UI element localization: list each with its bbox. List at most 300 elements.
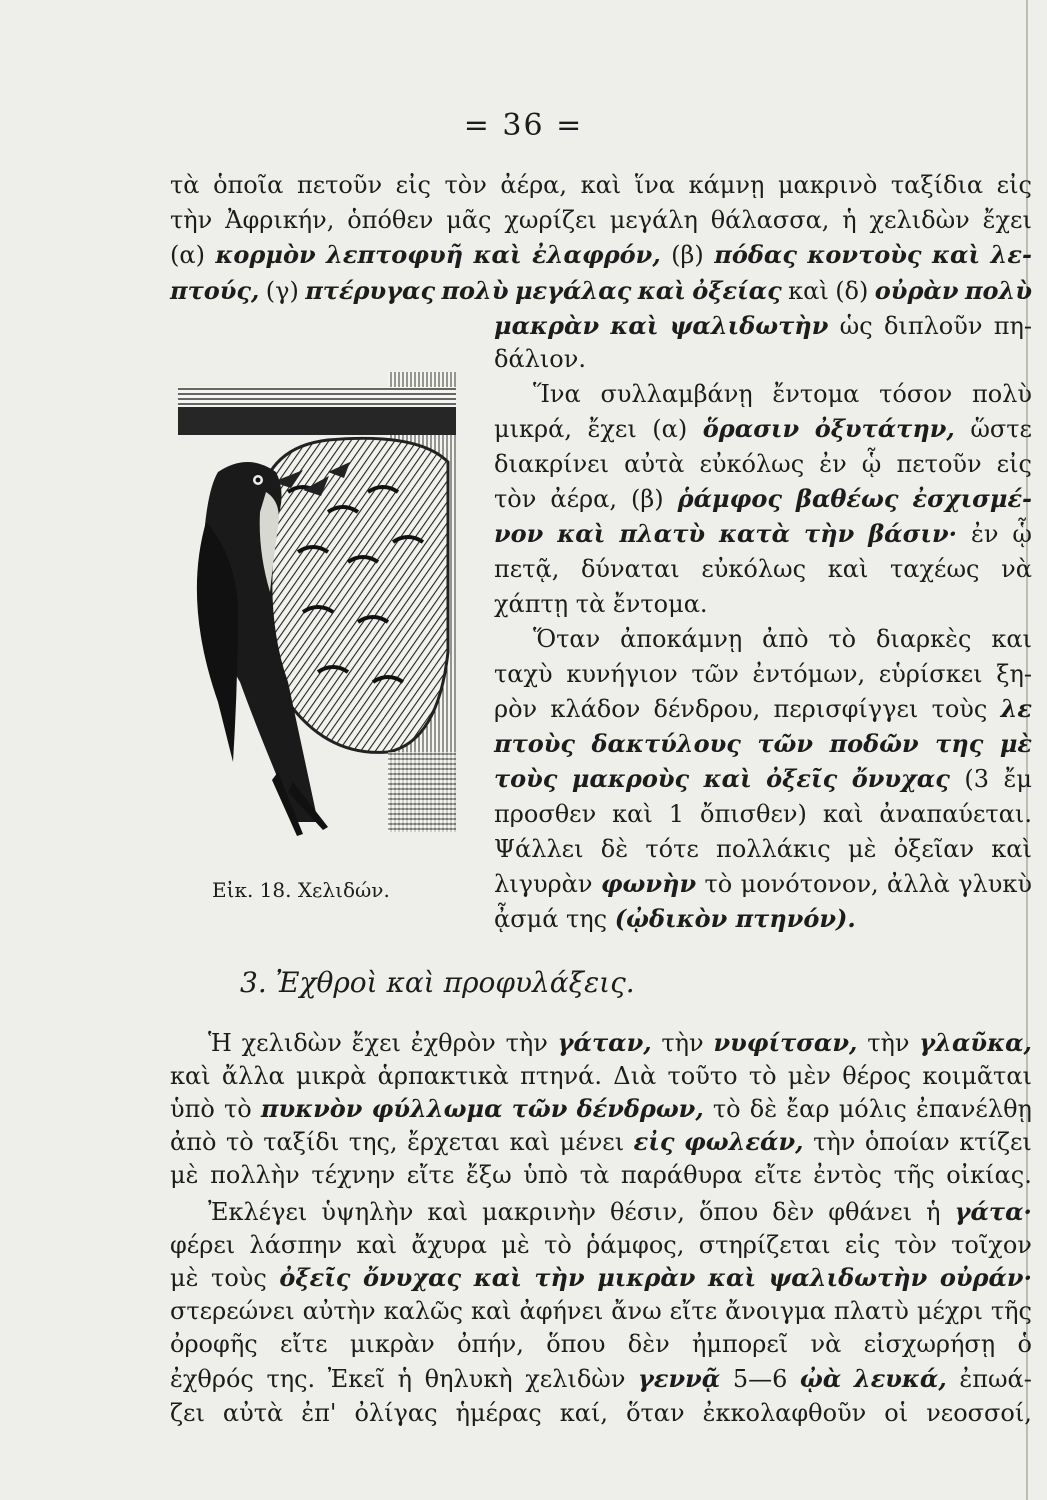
text-line xyxy=(170,1230,1032,1260)
word: ἔμ xyxy=(1003,765,1032,793)
word: τὸ xyxy=(225,1128,254,1156)
word: ἐλαφρόν, xyxy=(532,240,661,269)
text-line xyxy=(494,311,1032,341)
word: ψαλιδωτὴν xyxy=(768,1263,928,1292)
word: εὐκόλως xyxy=(699,450,805,478)
word: (α) xyxy=(170,241,205,269)
text-line xyxy=(494,589,708,619)
word: τὸ xyxy=(224,1095,252,1123)
word: ἡ xyxy=(926,1198,941,1226)
word: πτούς, xyxy=(170,276,260,305)
word: καὶ xyxy=(473,240,522,269)
text-line xyxy=(494,344,586,374)
word: ἄλλα xyxy=(221,1062,285,1090)
word: περισφίγγει xyxy=(773,695,919,723)
word: ἀπὸ xyxy=(170,1128,217,1156)
word: τὸ xyxy=(828,625,857,653)
word: εἴτε xyxy=(406,1161,455,1189)
word: μᾶς xyxy=(446,206,492,234)
word: τὴν xyxy=(867,1029,910,1057)
text-line xyxy=(208,1197,1032,1227)
word: πολὺ xyxy=(441,276,509,305)
word: πολλάκις xyxy=(716,835,831,863)
word: τὰ xyxy=(170,171,200,199)
word: φύλλωμα xyxy=(371,1094,503,1123)
word: κοιμᾶται xyxy=(922,1062,1032,1090)
text-line xyxy=(170,1094,1032,1124)
text-line xyxy=(494,694,1032,724)
word: πολλὴν xyxy=(210,1161,300,1189)
word: οὐράν· xyxy=(939,1263,1032,1292)
word: (β) xyxy=(671,241,704,269)
word: δὲ xyxy=(749,1095,778,1123)
word: κοντοὺς xyxy=(807,240,922,269)
word: της. xyxy=(266,1365,316,1393)
word: λάσπην xyxy=(249,1231,343,1259)
word: μακρὰν xyxy=(494,311,600,340)
text-line xyxy=(170,1127,1032,1157)
word: τότε xyxy=(645,835,699,863)
word: πετοῦν xyxy=(296,171,383,199)
word: θηλυκὴ xyxy=(424,1365,513,1393)
word: φωνὴν xyxy=(600,869,697,898)
word: εὐκόλως xyxy=(701,555,807,583)
word: ὀξεῖς xyxy=(766,764,838,793)
word: τῶν xyxy=(511,1094,568,1123)
word: ὑπὸ xyxy=(523,1161,569,1189)
word: καὶ xyxy=(708,1263,757,1292)
word: δὲ xyxy=(600,835,629,863)
word: εἰσχωρήσῃ xyxy=(863,1330,996,1358)
word: τὴν xyxy=(661,1029,704,1057)
word: κάμνῃ xyxy=(688,171,765,199)
word: εἰς xyxy=(395,171,431,199)
word: ἐπωά- xyxy=(959,1365,1032,1393)
word: δένδρου, xyxy=(653,695,761,723)
word: νυφίτσαν, xyxy=(713,1028,858,1057)
word: ἀναπαύεται. xyxy=(879,800,1032,828)
word: ὀπήν, xyxy=(457,1330,524,1358)
text-line xyxy=(494,799,1032,829)
word: καὶ xyxy=(580,171,622,199)
word: ταχὺ xyxy=(494,660,553,688)
text-line xyxy=(170,1329,1032,1359)
word: λεπτοφυῆ xyxy=(326,240,464,269)
text-line xyxy=(170,170,1032,200)
text-line xyxy=(170,276,1032,306)
word: δύναται xyxy=(580,555,680,583)
word: τὴν xyxy=(813,1128,856,1156)
swallow-nest-figure xyxy=(178,352,458,842)
word: αὐτὴν xyxy=(302,1297,376,1325)
word: κτίζει xyxy=(959,1128,1032,1156)
word: ὁποίαν xyxy=(864,1128,950,1156)
word: εἰς xyxy=(844,1231,881,1259)
word: λε xyxy=(1000,694,1032,723)
text-run: χάπτῃ τὰ ἔντομα. xyxy=(494,590,708,618)
text-line xyxy=(494,904,856,934)
word: (γ) xyxy=(265,277,299,305)
word: ὄπισθεν) xyxy=(700,800,807,828)
word: θέρος xyxy=(842,1062,912,1090)
word: τῆς xyxy=(893,1161,935,1189)
word: ἐχθρὸν xyxy=(410,1029,496,1057)
word: στερεώνει xyxy=(170,1297,295,1325)
word: τοὺς xyxy=(494,764,558,793)
word: καὶ xyxy=(557,519,606,548)
word: συλλαμβάνῃ xyxy=(600,380,753,408)
word: παράθυρα xyxy=(620,1161,743,1189)
word: γλαῦκα, xyxy=(919,1028,1032,1057)
word: ἀέρα, xyxy=(500,171,568,199)
word: τὴν xyxy=(804,519,855,548)
word: ζει xyxy=(170,1399,205,1427)
word: θάλασσα, xyxy=(710,206,830,234)
word: ὀξυτάτην, xyxy=(814,414,955,443)
word: πλατὺ xyxy=(833,1297,909,1325)
word: χελιδὼν xyxy=(241,1029,342,1057)
word: ὑπὸ xyxy=(170,1095,215,1123)
word: πτηνά. xyxy=(520,1062,602,1090)
text-line xyxy=(533,624,1032,654)
word: πολὺ xyxy=(964,276,1032,305)
word: γεννᾷ xyxy=(638,1364,721,1393)
word: οἱ xyxy=(884,1399,909,1427)
word: ὀξεῖς xyxy=(279,1263,351,1292)
word: τὸ xyxy=(748,1062,777,1090)
word: πόδας xyxy=(714,240,797,269)
word: πτοὺς xyxy=(494,729,575,758)
text-line xyxy=(170,1296,1032,1326)
word: ὄνυχας xyxy=(362,1263,462,1292)
word: πη- xyxy=(993,312,1032,340)
word: Ἵνα xyxy=(533,380,581,408)
word: μὲ xyxy=(848,835,877,863)
word: ἡμέρας xyxy=(455,1399,542,1427)
word: τῆς xyxy=(990,1297,1032,1325)
text-line xyxy=(494,554,1032,584)
word: χελιδὼν xyxy=(869,206,970,234)
word: καὶ xyxy=(170,1062,211,1090)
word: (α) xyxy=(652,415,688,443)
word: τὸ xyxy=(712,1095,741,1123)
word: ἔρχεται xyxy=(407,1128,500,1156)
word: μακροὺς xyxy=(571,764,690,793)
word: πολὺ xyxy=(971,380,1032,408)
word: ἄνω xyxy=(611,1297,662,1325)
word: μεγάλη xyxy=(609,206,698,234)
text-line xyxy=(170,240,1032,270)
word: καὶ xyxy=(637,276,686,305)
word: μικρά, xyxy=(494,415,572,443)
word: τοὺς xyxy=(211,1264,267,1292)
word: (δ) xyxy=(835,277,869,305)
word: δακτύλους xyxy=(591,729,741,758)
word: ἀλλὰ xyxy=(887,870,950,898)
word: μικρὰν xyxy=(597,1263,696,1292)
word: τῶν xyxy=(691,660,739,688)
text-run: (ᾠδικὸν πτηνόν). xyxy=(614,904,856,933)
word: ὅπου xyxy=(698,1198,759,1226)
word: τῶν xyxy=(757,729,814,758)
word: πετᾷ, xyxy=(494,555,560,583)
word: τέχνην xyxy=(311,1161,396,1189)
word: ἔχει xyxy=(351,1029,401,1057)
word: λευκά, xyxy=(853,1364,947,1393)
word: ξη- xyxy=(996,660,1032,688)
word: νὰ xyxy=(810,1330,842,1358)
word: νεοσσοί, xyxy=(926,1399,1032,1427)
word: βαθέως xyxy=(796,484,899,513)
word: ἄνοιγμα xyxy=(725,1297,826,1325)
word: καὶ xyxy=(788,277,829,305)
word: δένδρων, xyxy=(576,1094,704,1123)
word: ὅρασιν xyxy=(702,414,800,443)
word: της, xyxy=(348,1128,398,1156)
text-line xyxy=(494,659,1032,689)
text-run: ᾆσμά της xyxy=(494,905,615,933)
section-heading: 3. Ἐχθροὶ καὶ προφυλάξεις. xyxy=(240,966,635,999)
word: ἔχει xyxy=(982,206,1032,234)
word: (3 xyxy=(964,765,989,793)
word: μικρὰ xyxy=(296,1062,367,1090)
word: καί, xyxy=(559,1399,609,1427)
word: χελιδὼν xyxy=(525,1365,626,1393)
word: μὲ xyxy=(170,1264,199,1292)
word: ἐπ' xyxy=(301,1399,337,1427)
word: γλυκὺ xyxy=(958,870,1032,898)
word: ᾧ xyxy=(861,450,882,478)
word: κορμὸν xyxy=(215,240,316,269)
word: Ἐκεῖ xyxy=(327,1365,386,1393)
word: ἐν xyxy=(970,520,999,548)
word: προσθεν xyxy=(494,800,597,828)
word: αὐτὰ xyxy=(222,1399,284,1427)
word: κλάδον xyxy=(550,695,641,723)
word: ἠμπορεῖ xyxy=(692,1330,789,1358)
word: μόλις xyxy=(838,1095,907,1123)
word: ἐχθρός xyxy=(170,1365,254,1393)
word: δὲν xyxy=(772,1198,815,1226)
text-line xyxy=(494,764,1032,794)
word: και xyxy=(991,625,1032,653)
word: ὀξεῖαν xyxy=(893,835,975,863)
word: διαρκὲς xyxy=(875,625,972,653)
word: τὴν xyxy=(534,1263,585,1292)
word: εἴτε xyxy=(279,1330,328,1358)
word: ἡ xyxy=(842,206,857,234)
word: ὄνυχας xyxy=(851,764,950,793)
word: ἔχει xyxy=(587,415,637,443)
word: καὶ xyxy=(473,1263,522,1292)
word: ὑψηλὴν xyxy=(321,1198,414,1226)
word: οὐρὰν xyxy=(874,276,959,305)
word: ἐντόμων, xyxy=(752,660,866,688)
word: καὶ xyxy=(470,1297,512,1325)
word: Ἡ xyxy=(208,1029,232,1057)
text-line xyxy=(208,1028,1032,1058)
text-line xyxy=(533,379,1032,409)
word: ταχέως xyxy=(890,555,980,583)
word: ἐπανέλθῃ xyxy=(915,1095,1032,1123)
figure-caption: Εἰκ. 18. Χελιδών. xyxy=(212,878,390,902)
word: ᾧ xyxy=(1012,520,1032,548)
word: καὶ xyxy=(991,835,1032,863)
word: εἴτε xyxy=(754,1161,802,1189)
word: μακρινὴν xyxy=(482,1198,596,1226)
text-line xyxy=(170,1160,1032,1190)
word: ὅπου xyxy=(546,1330,606,1358)
word: πετοῦν xyxy=(896,450,982,478)
word: ἐκκολαφθοῦν xyxy=(702,1399,867,1427)
word: πυκνὸν xyxy=(260,1094,363,1123)
word: μὲ xyxy=(170,1161,199,1189)
word: ἁρπακτικὰ xyxy=(377,1062,509,1090)
word: στηρίζεται xyxy=(698,1231,831,1259)
word: ἔαρ xyxy=(786,1095,830,1123)
word: Ἀφρικήν, xyxy=(225,206,335,234)
word: μὲ xyxy=(999,729,1032,758)
word: διακρίνει xyxy=(494,450,610,478)
word: νον xyxy=(494,519,544,548)
word: πλατὺ xyxy=(619,519,705,548)
text-line xyxy=(170,1398,1032,1428)
word: ὁπόθεν xyxy=(347,206,434,234)
word: τὴν xyxy=(505,1029,548,1057)
word: οἰκίας. xyxy=(946,1161,1032,1189)
word: τὸν xyxy=(494,485,537,513)
swallow-nest-icon xyxy=(178,352,458,842)
word: Ψάλλει xyxy=(494,835,584,863)
word: φθάνει xyxy=(828,1198,913,1226)
word: τὴν xyxy=(170,206,213,234)
word: δὲν xyxy=(627,1330,670,1358)
word: βάσιν· xyxy=(868,519,957,548)
word: καὶ xyxy=(509,1128,551,1156)
word: ὅταν xyxy=(626,1399,685,1427)
word: μένει xyxy=(559,1128,625,1156)
text-line xyxy=(494,869,1032,899)
word: καὶ xyxy=(703,764,752,793)
word: μεγάλας xyxy=(514,276,632,305)
word: ῥάμφος xyxy=(677,484,782,513)
word: ὡς xyxy=(839,312,873,340)
word: ἀέρα, xyxy=(550,485,617,513)
word: καὶ xyxy=(356,1231,397,1259)
word: καὶ xyxy=(827,555,869,583)
word: καὶ xyxy=(427,1198,468,1226)
word: εἰς xyxy=(996,171,1032,199)
word: καὶ xyxy=(610,311,659,340)
word: ρὸν xyxy=(494,695,538,723)
word: νὰ xyxy=(1001,555,1032,583)
word: ταξίδι xyxy=(263,1128,340,1156)
word: ἐντὸς xyxy=(813,1161,882,1189)
word: θέσιν, xyxy=(609,1198,685,1226)
text-line xyxy=(170,205,1032,235)
word: μέχρι xyxy=(916,1297,983,1325)
text-line xyxy=(494,449,1032,479)
word: μικρὰν xyxy=(349,1330,435,1358)
word: ἐσχισμέ- xyxy=(912,484,1032,513)
word: ὁ xyxy=(1017,1330,1032,1358)
word: κατὰ xyxy=(718,519,791,548)
word: ὁποῖα xyxy=(213,171,284,199)
word: τὸ xyxy=(544,1231,572,1259)
word: εἰς xyxy=(996,450,1032,478)
word: τοῦτο xyxy=(667,1062,738,1090)
text-line xyxy=(494,729,1032,759)
text-line xyxy=(170,1061,1032,1091)
word: τοὺς xyxy=(931,695,988,723)
word: ἡ xyxy=(397,1365,413,1393)
word: ὀλίγας xyxy=(354,1399,438,1427)
word: μονότονον, xyxy=(740,870,879,898)
word: 5—6 xyxy=(732,1365,788,1393)
word: ἔξω xyxy=(465,1161,512,1189)
word: ῥάμφος, xyxy=(586,1231,685,1259)
word: τὸν xyxy=(444,171,487,199)
text-line xyxy=(170,1263,1032,1293)
text-line xyxy=(494,414,1032,444)
word: μὲν xyxy=(787,1062,831,1090)
word: καὶ xyxy=(612,800,653,828)
page-number: = 36 = xyxy=(463,108,584,143)
text-line xyxy=(494,519,1032,549)
text-run: δάλιον. xyxy=(494,345,586,373)
word: τοῖχον xyxy=(951,1231,1032,1259)
text-line xyxy=(494,484,1032,514)
word: καλῶς xyxy=(383,1297,463,1325)
word: ἔντομα xyxy=(772,380,860,408)
word: καὶ xyxy=(931,240,981,269)
word: εἴτε xyxy=(669,1297,718,1325)
word: φωλεάν, xyxy=(684,1127,804,1156)
word: γάταν, xyxy=(557,1028,652,1057)
word: τὸ xyxy=(704,870,733,898)
word: ἀπὸ xyxy=(762,625,809,653)
word: φέρει xyxy=(170,1231,236,1259)
word: ταξίδια xyxy=(890,171,984,199)
word: ἀποκάμνῃ xyxy=(620,625,743,653)
word: ὥστε xyxy=(970,415,1032,443)
word: ποδῶν xyxy=(829,729,919,758)
word: ἐν xyxy=(819,450,847,478)
word: γάτα· xyxy=(954,1197,1032,1226)
word: λε- xyxy=(990,240,1032,269)
word: τὰ xyxy=(579,1161,610,1189)
word: εἰς xyxy=(633,1127,675,1156)
word: ᾠὰ xyxy=(799,1364,842,1393)
word: ἵνα xyxy=(634,171,676,199)
word: αὐτὰ xyxy=(624,450,685,478)
word: ἄχυρα xyxy=(411,1231,487,1259)
word: της xyxy=(935,729,984,758)
word: Ὅταν xyxy=(533,625,601,653)
word: ἀφήνει xyxy=(519,1297,604,1325)
word: μακρινὸ xyxy=(777,171,878,199)
word: χωρίζει xyxy=(504,206,597,234)
word: Διὰ xyxy=(613,1062,657,1090)
word: τόσον xyxy=(879,380,953,408)
word: κυνήγιον xyxy=(566,660,678,688)
word: 1 xyxy=(668,800,685,828)
text-line xyxy=(170,1364,1032,1394)
word: (β) xyxy=(630,485,664,513)
word: καὶ xyxy=(822,800,864,828)
word: ψαλιδωτὴν xyxy=(669,311,829,340)
word: Ἐκλέγει xyxy=(208,1198,308,1226)
